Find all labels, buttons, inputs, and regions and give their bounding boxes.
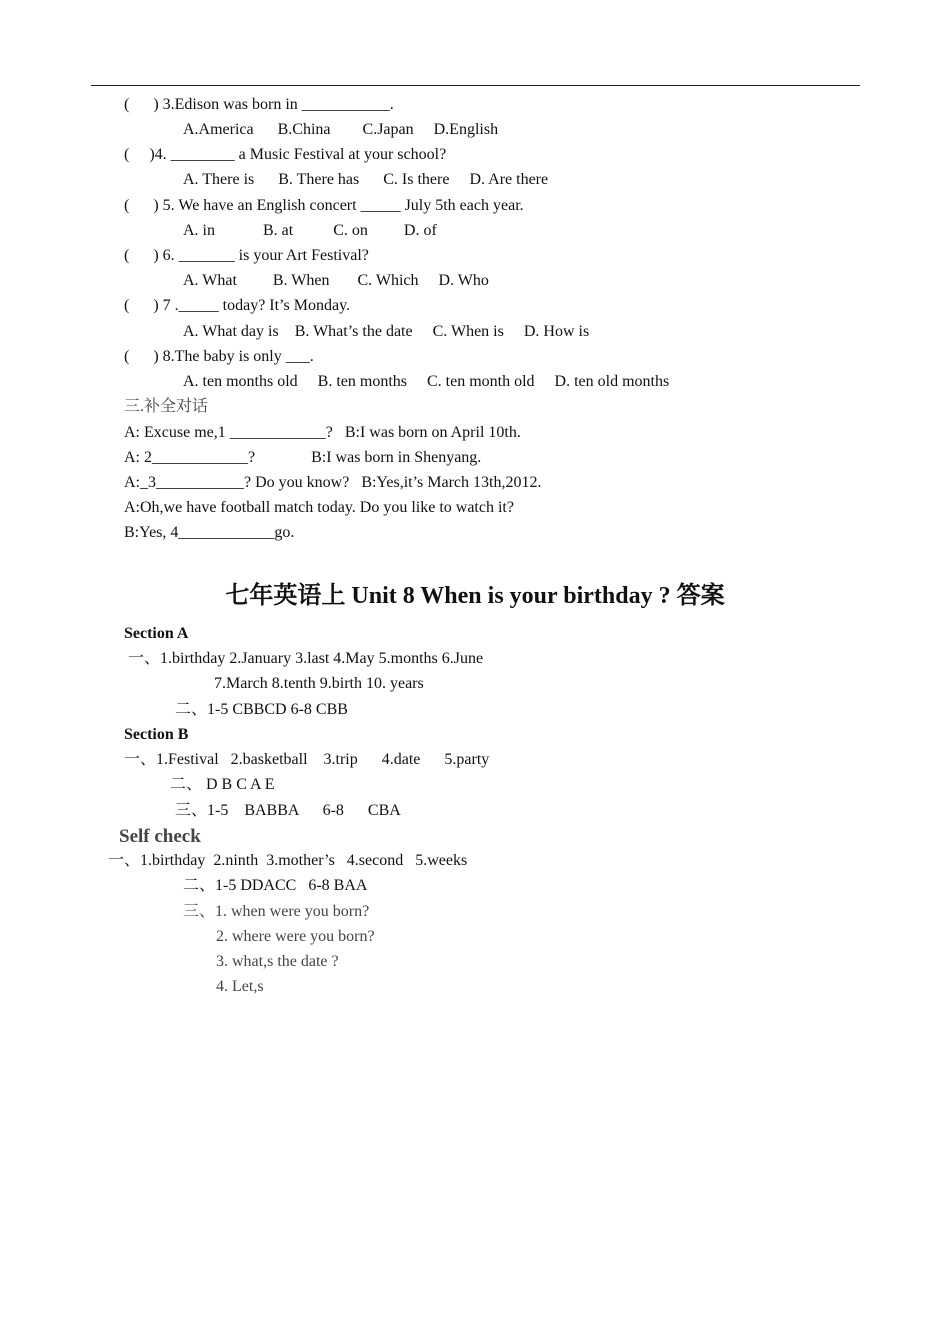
self-check-line: 3. what,s the date ? bbox=[216, 953, 339, 970]
dialogue-line: B:Yes, 4____________go. bbox=[124, 524, 295, 541]
dialogue-line: A:Oh,we have football match today. Do you like to watch it? bbox=[124, 499, 514, 516]
self-check-line: 三、1. when were you born? bbox=[183, 903, 370, 920]
section-b-heading: Section B bbox=[124, 726, 189, 743]
question-4: ( )4. ________ a Music Festival at your school? bbox=[124, 146, 447, 163]
section-a-line: 二、1-5 CBBCD 6-8 CBB bbox=[175, 701, 348, 718]
question-5-options: A. in B. at C. on D. of bbox=[183, 222, 437, 239]
section-a-line: 7.March 8.tenth 9.birth 10. years bbox=[214, 675, 424, 692]
question-6: ( ) 6. _______ is your Art Festival? bbox=[124, 247, 369, 264]
answers-title: 七年英语上 Unit 8 When is your birthday ? 答案 bbox=[225, 583, 725, 609]
dialogue-heading: 三.补全对话 bbox=[124, 398, 209, 415]
question-4-options: A. There is B. There has C. Is there D. Are there bbox=[183, 171, 549, 188]
question-5: ( ) 5. We have an English concert _____ July 5th each year. bbox=[124, 197, 524, 214]
self-check-line: 一、1.birthday 2.ninth 3.mother’s 4.second 5.weeks bbox=[108, 852, 468, 869]
section-b-line: 一、1.Festival 2.basketball 3.trip 4.date 5.party bbox=[124, 751, 490, 768]
self-check-line: 二、1-5 DDACC 6-8 BAA bbox=[183, 877, 368, 894]
question-7: ( ) 7 ._____ today? It’s Monday. bbox=[124, 297, 351, 314]
question-8: ( ) 8.The baby is only ___. bbox=[124, 348, 314, 365]
self-check-line: 4. Let,s bbox=[216, 978, 264, 995]
section-a-heading: Section A bbox=[124, 625, 189, 642]
question-3-options: A.America B.China C.Japan D.English bbox=[183, 121, 499, 138]
self-check-heading: Self check bbox=[119, 826, 201, 847]
dialogue-line: A: 2____________? B:I was born in Shenyang. bbox=[124, 449, 482, 466]
question-6-options: A. What B. When C. Which D. Who bbox=[183, 272, 489, 289]
header-rule bbox=[91, 85, 860, 86]
question-7-options: A. What day is B. What’s the date C. When is D. How is bbox=[183, 323, 590, 340]
section-a-line: 一、1.birthday 2.January 3.last 4.May 5.months 6.June bbox=[124, 650, 484, 667]
dialogue-line: A: Excuse me,1 ____________? B:I was born on April 10th. bbox=[124, 424, 521, 441]
question-8-options: A. ten months old B. ten months C. ten month old D. ten old months bbox=[183, 373, 670, 390]
dialogue-line: A:_3___________? Do you know? B:Yes,it’s March 13th,2012. bbox=[124, 474, 542, 491]
question-3: ( ) 3.Edison was born in ___________. bbox=[124, 96, 394, 113]
section-b-line: 三、1-5 BABBA 6-8 CBA bbox=[175, 802, 401, 819]
section-b-line: 二、 D B C A E bbox=[170, 776, 275, 793]
self-check-line: 2. where were you born? bbox=[216, 928, 375, 945]
